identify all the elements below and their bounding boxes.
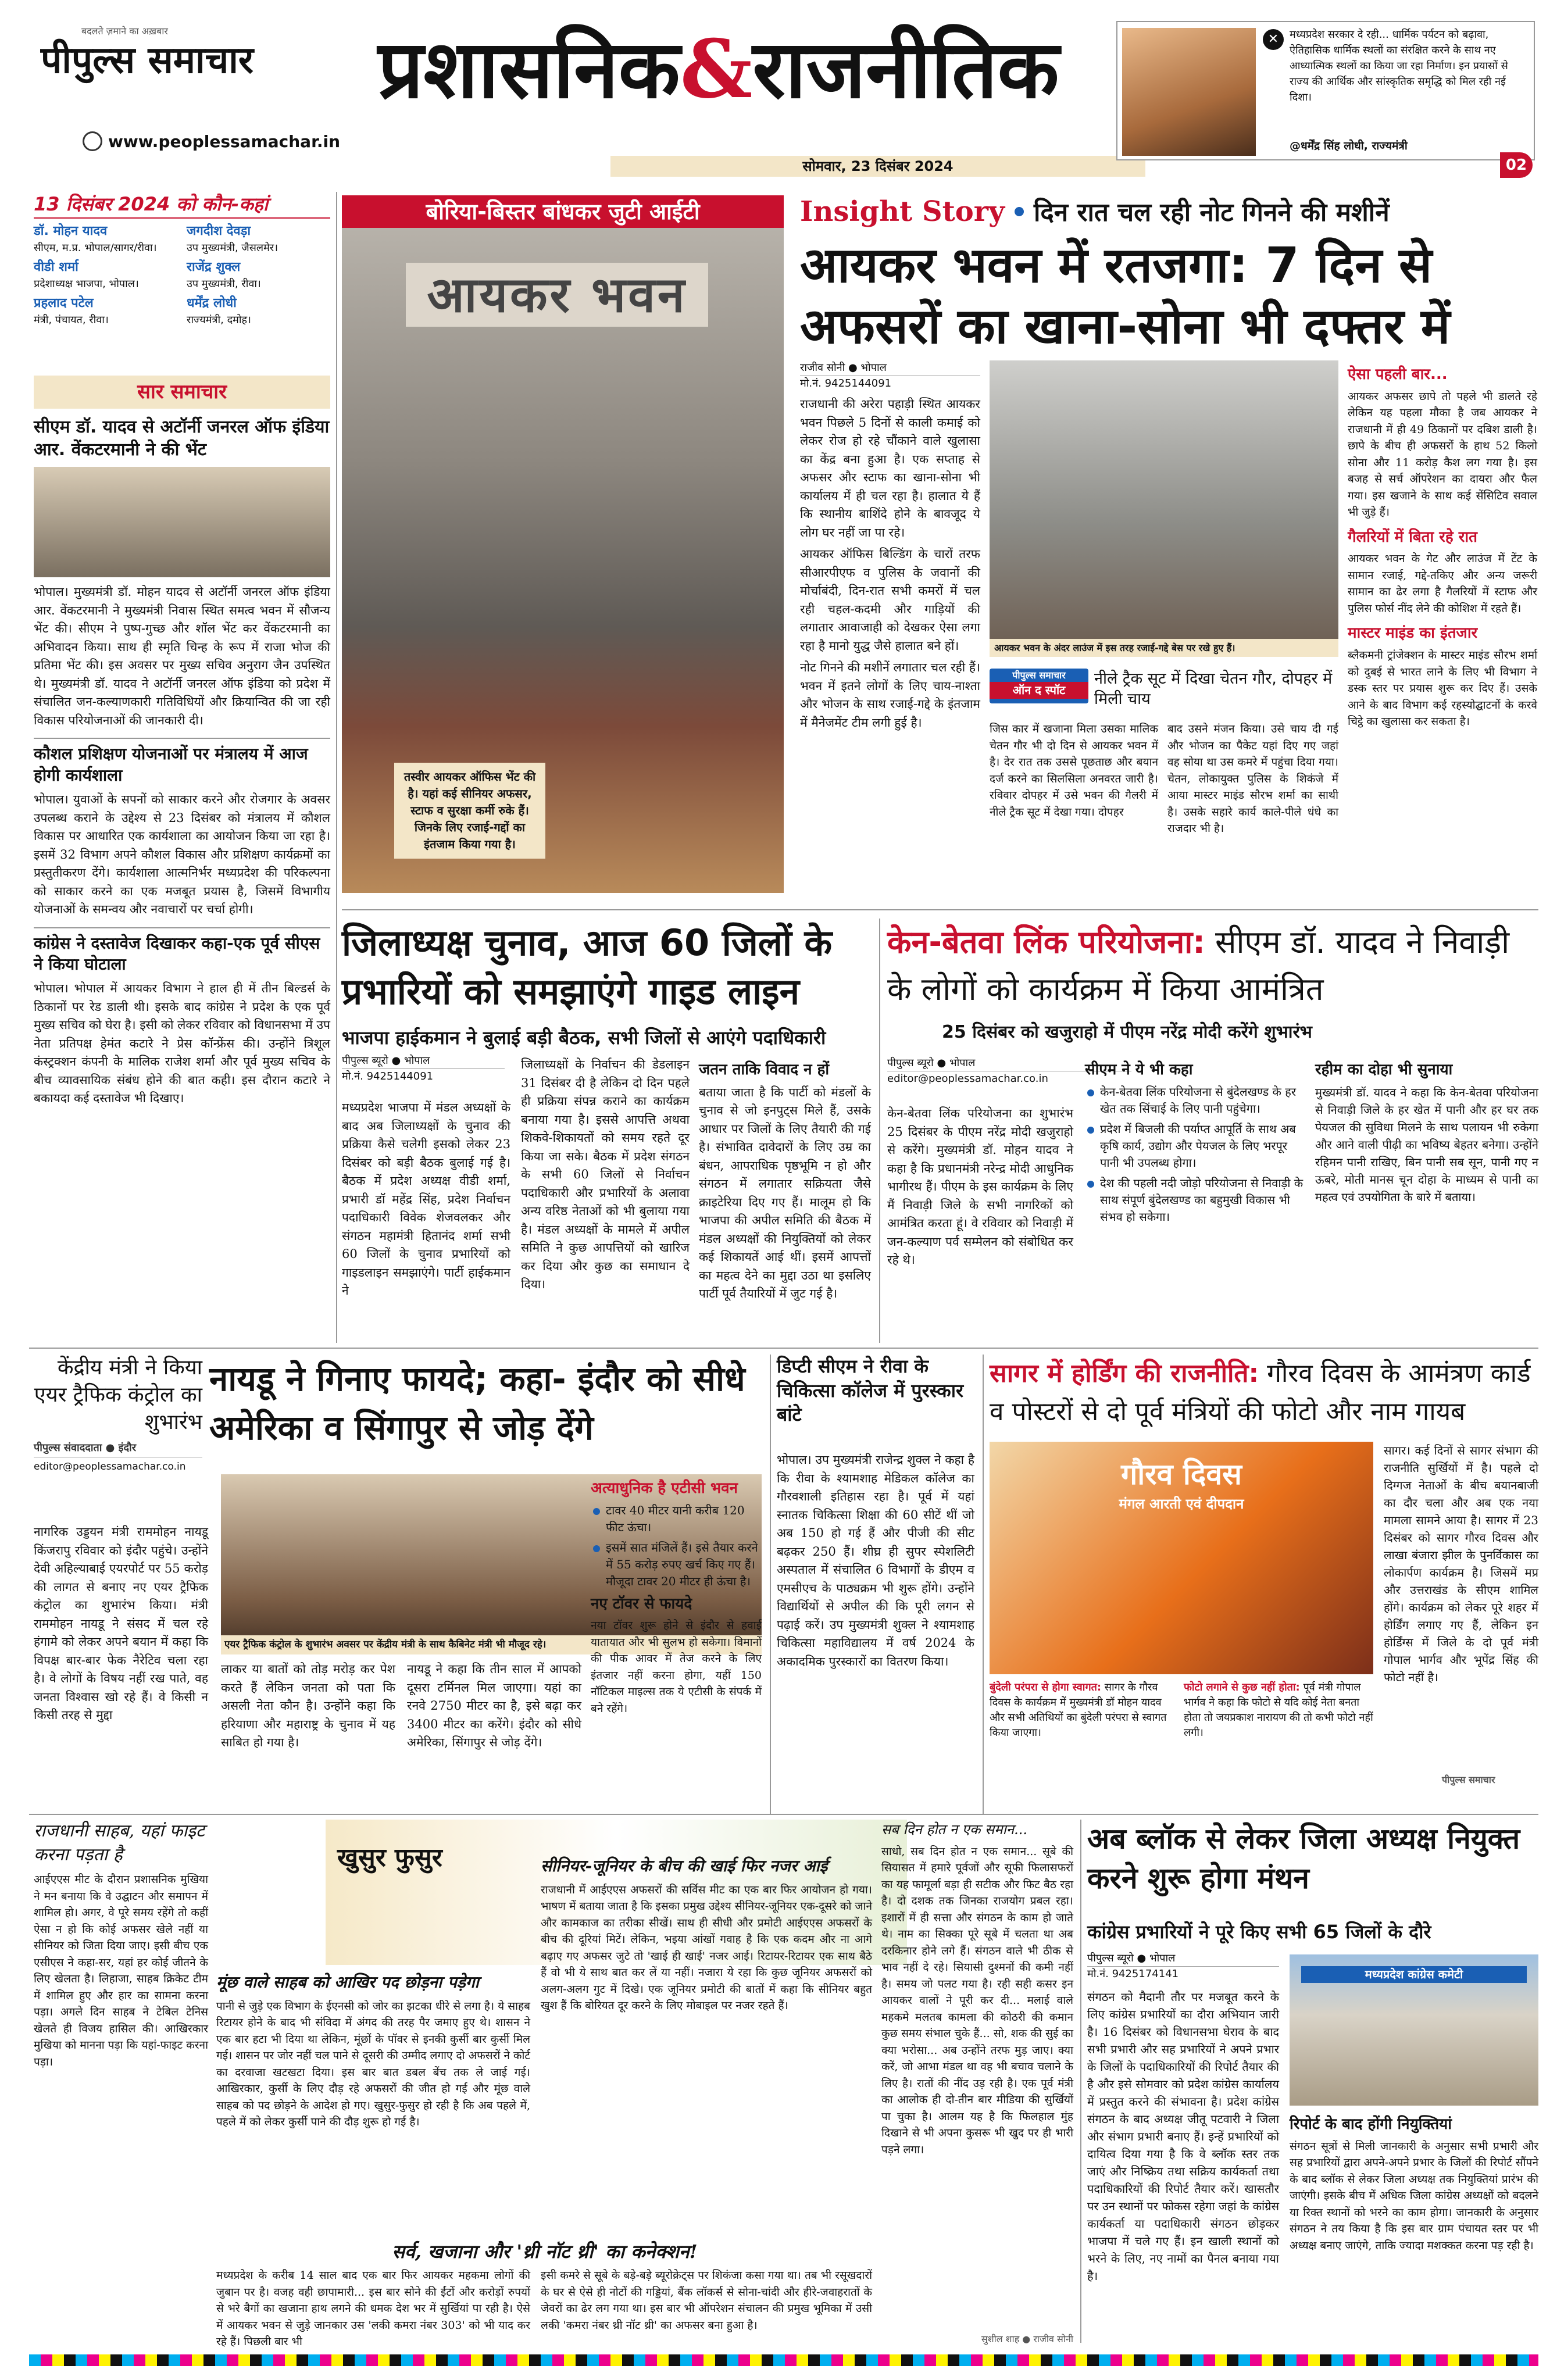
poster-line: मंगल आरती एवं दीपदान — [1119, 1496, 1244, 1512]
x-icon: ✕ — [1263, 29, 1284, 50]
quote-box — [1116, 21, 1535, 160]
kicker-dot — [1015, 207, 1024, 216]
sagar-body: सागर। कई दिनों से सागर संभाग की राजनीति सुर्खियों में है। पहले दो दिग्गज नेताओं के बीच बयानबाजी का दौर चला और अब एक नया मामला सामने आया है। सागर में 23 दिसंबर को सागर गौरव दिवस और लाखा बंजारा झील के पुनर्विकास का लोकार्पण कार्यक्रम है। जिसमें मप्र और उत्तराखंड के सीएम शामिल होंगे। कार्यक्रम को लेकर पूरे शहर में होर्डिंग लगाए गए हैं, लेकिन इन होर्डिंग्स में जिले के दो पूर्व मंत्री गोपाल भार्गव और भूपेंद्र सिंह की फोटो नहीं है। — [1384, 1443, 1538, 1684]
logo[interactable]: पीपुल्स समाचार — [41, 39, 253, 82]
office-sign: मध्यप्रदेश कांग्रेस कमेटी — [1301, 1966, 1527, 1983]
calendar-person: जगदीश देवड़ा उप मुख्यमंत्री, जैसलमेर। — [187, 224, 278, 255]
itax-photo-block — [342, 195, 784, 893]
khusur-bottom-2: इसी कमरे से सूबे के बड़े-बड़े ब्यूरोक्रेट्स पर शिकंजा कसा गया था। तब भी रसूखदारों के घर से ऐसे ही नोटों की गड्डियां, बैंक लॉकर्स से सोना-चांदी और हीरे-जवाहरातों के जेवरों का ढेर लग गया था। इस बार भी ऑपरेशन संचालन की प्रमुख भूमिका में उसी लकी 'कमरा नंबर थ्री नॉट थ्री' का अफसर बना हुआ है। — [541, 2269, 872, 2332]
spot-head[interactable]: नीले ट्रैक सूट में दिखा चेतन गौर, दोपहर में मिली चाय — [1094, 670, 1333, 709]
jila-col-2: जिलाध्यक्षों के निर्वाचन की डेडलाइन 31 दिसंबर दी है लेकिन दो दिन पहले ही प्रक्रिया संपन्न कराने का कार्यक्रम बनाया गया है। इससे आपत्ति अथवा शिकवे-शिकायतों को समय रहते दूर किया जा सके। बैठक में प्रदेश संगठन के सभी 60 जिलों से निर्वाचन पदाधिकारी और प्रभारियों के अलावा अन्य वरिष्ठ नेताओं को भी बुलाया गया है। मंडल अध्यक्षों के मामले में अपील समिति ने कुछ आपत्तियों को खारिज कर दिया और कुछ का समाधान दे दिया। — [521, 1057, 690, 1291]
khusur-left-body: आईएएस मीट के दौरान प्रशासनिक मुखिया ने मन बनाया कि वे उद्घाटन और समापन में शामिल हो। अगर, वे पूरे समय रहेंगे तो कहीं ऐसा न हो कि कोई अफसर खेले नहीं या सीनियर को जिता दिया जाए। इसी बीच एक एसीएस ने कहा-सर, यहां हर कोई जीतने के लिए खेलता है। लिहाजा, साहब क्रिकेट टीम में शामिल हुए और हार का सामना करना पड़ा। अगले दिन साहब ने टेबिल टेनिस खेलते ही विजय हासिल की। आखिरकार मुखिया को मानना पड़ा कि यहां-फाइट करना पड़ा। — [34, 1873, 208, 2068]
divider — [29, 1814, 1538, 1815]
naidu-body-3: नायडू ने कहा कि तीन साल में आपको दूसरा टर्मिनल मिल जाएगा। यहां का रनवे 2750 मीटर का है, इसे बढ़ा कर 3400 मीटर का करेंगे। इंदौर को सीधे अमेरिका, सिंगापुर से जोड़ देंगे। — [407, 1662, 581, 1749]
kicker-text: दिन रात चल रही नोट गिनने की मशीनें — [1033, 198, 1390, 227]
block-body: संगठन को मैदानी तौर पर मजबूत करने के लिए कांग्रेस प्रभारियों का दौरा अभियान जारी है। 16 दिसंबर को विधानसभा घेराव के बाद सभी प्रभारी और सह प्रभारियों ने अपने प्रभार के जिलों के पदाधिकारियों की रिपोर्ट तैयार की है और इसे सोमवार को प्रदेश कांग्रेस कार्यालय में प्रस्तुत करने की संभावना है। प्रदेश कांग्रेस संगठन के बाद अध्यक्ष जीतू पटवारी ने जिला और संभाग प्रभारी बनाए हैं। इन्हें प्रभारियों को दायित्व दिया गया है कि वे ब्लॉक स्तर तक जाएं और निष्क्रिय तथा सक्रिय कार्यकर्ता तथा पदाधिकारियों की रिपोर्ट तैयार करें। खासतौर पर उन स्थानों पर फोकस रहेगा जहां के कांग्रेस कार्यकर्ता या पदाधिकारी संगठन छोड़कर भाजपा में चले गए हैं। इन खाली स्थानों को भरने के लिए, नए नामों का पैनल बनाया गया है। — [1087, 1990, 1279, 2283]
section-title-a: प्रशासनिक — [378, 23, 680, 116]
khusur-bottom-head[interactable]: सर्व, खजाना और 'थ्री नॉट थ्री' का कनेक्शन! — [392, 2240, 698, 2263]
page-number: 02 — [1500, 152, 1533, 178]
jila-subhead: भाजपा हाईकमान ने बुलाई बड़ी बैठक, सभी जिलों से आएंगे पदाधिकारी — [342, 1027, 826, 1049]
sagar-tag: पीपुल्स समाचार — [1442, 1774, 1495, 1785]
itax-sidebar — [1348, 360, 1537, 936]
calendar-person: डॉ. मोहन यादव सीएम, म.प्र. भोपाल/सागर/रीवा। — [34, 224, 157, 255]
photo-caption: तस्वीर आयकर ऑफिस भेंट की है। यहां कई सीनियर अफसर, स्टाफ व सुरक्षा कर्मी रुके हैं। जिनके लिए रजाई-गद्दों का इंतजाम किया गया है। — [394, 763, 545, 859]
minister-photo — [1122, 28, 1256, 156]
jila-col-1: मध्यप्रदेश भाजपा में मंडल अध्यक्षों के बाद अब जिलाध्यक्षों के चुनाव की प्रक्रिया कैसे चलेगी इसको लेकर 23 दिसंबर को बड़ी बैठक बुलाई गई है। बैठक में प्रदेश अध्यक्ष वीडी शर्मा, प्रभारी डॉ महेंद्र सिंह, प्रदेश निर्वाचन पदाधिकारी विवेक शेजवलकर और संगठन महामंत्री हितानंद शर्मा सभी 60 जिलों के चुनाव प्रभारियों को गाइडलाइन समझाएंगे। पार्टी हाईकमान ने — [342, 1100, 510, 1298]
saar-item1-body: भोपाल। मुख्यमंत्री डॉ. मोहन यादव से अटॉर्नी जनरल ऑफ इंडिया आर. वेंकटरमानी ने मुख्यमंत्री निवास स्थित समत्व भवन में सौजन्य भेंट की। सीएम ने पुष्प-गुच्छ और शॉल भेंट कर वेंकटरमानी का अभिवादन किया। साथ ही स्मृति चिन्ह के रूप में राजा भोज की प्रतिमा भेंट की। इस अवसर पर मुख्य सचिव अनुराग जैन उपस्थित थे। मुख्यमंत्री डॉ. यादव ने अटॉर्नी जनरल ऑफ इंडिया को प्रदेश में संचालित जन-कल्याणकारी गतिविधियों और क्रियान्वित की जा रही विकास परियोजनाओं की जानकारी दी। — [34, 585, 330, 727]
rahim-box: रहीम का दोहा भी सुनाया मुख्यमंत्री डॉ. यादव ने कहा कि केन-बेतवा परियोजना से निवाड़ी जिले के हर खेत में पानी और हर घर तक पेयजल की सुविधा मिलने के साथ पलायन भी रुकेगा और आने वाली पीढ़ी का भविष्य बेहतर बनेगा। उन्होंने रहिमन पानी राखिए, बिन पानी सब सून, पानी गए न ऊबरे, मोती मानस चून दोहा के माध्यम से पानी का महत्व एवं उपयोगिता के बारे में बताया। — [1315, 1061, 1538, 1204]
sidebar-body-1: आयकर अफसर छापे तो पहले भी डालते रहे लेकिन यह पहला मौका है जब आयकर ने राजधानी में ही 49 ठिकानों पर दबिश डाली है। छापे के बीच ही अफसरों के हाथ 52 किलो सोना और 11 करोड़ कैश लग गया है। इस बजह से सर्च ऑपरेशन का दायरा और फैल गया। इस खजाने के साथ कई सेंसिटिव सवाल भी जुड़े हैं। — [1348, 389, 1537, 519]
naidu-side-head[interactable]: केंद्रीय मंत्री ने किया एयर ट्रैफिक कंट्रोल का शुभारंभ — [34, 1356, 202, 1434]
itax-inset-photo — [990, 360, 1338, 657]
logo-tagline: बदलते ज़माने का अख़बार — [81, 26, 168, 37]
website-link[interactable]: www.peoplessamachar.in — [108, 132, 341, 151]
divider — [879, 919, 880, 1343]
sagar-caption-2: फोटो लगाने से कुछ नहीं होता: पूर्व मंत्री गोपाल भार्गव ने कहा कि फोटो से यदि कोई नेता बनता होता तो जयप्रकाश नारायण की तो कभी फोटो नहीं लगी। — [1184, 1681, 1373, 1739]
ken-byline: पीपुल्स ब्यूरो ● भोपाल editor@peoplessamachar.co.in — [887, 1056, 1131, 1087]
block-headline[interactable]: अब ब्लॉक से लेकर जिला अध्यक्ष नियुक्त करने शुरू होगा मंथन — [1087, 1822, 1520, 1895]
date-bar: सोमवार, 23 दिसंबर 2024 — [610, 156, 1145, 177]
ken-subhead: 25 दिसंबर को खजुराहो में पीएम नरेंद्र मोदी करेंगे शुभारंभ — [942, 1022, 1312, 1042]
itax-body: राजधानी की अरेरा पहाड़ी स्थित आयकर भवन पिछले 5 दिनों से काली कमाई को लेकर रोज हो रहे चौंकाने वाले खुलासा का केंद्र बना हुआ है। एक सप्ताह से अफसर और स्टाफ का खाना-सोना भी कार्यालय में ही चल रहा है। हालात ये हैं कि स्थानीय बाशिंदे होने के बावजूद ये लोग घर नहीं जा पा रहे। आयकर ऑफिस बिल्डिंग के चारों तरफ सीआरपीएफ व पुलिस के जवानों की मोर्चाबंदी, दिन-रात सभी कमरों में चल रही चहल-कदमी और गाड़ियों की लगातार आवाजाही को देखकर ऐसा लगा रहा है मानो युद्ध जैसे हालात बने हों। नोट गिनने की मशीनें लगातार चल रही हैं। भवन में इतने लोगों के लिए चाय-नाश्ता और भोजन के साथ रजाई-गद्दे के इंतजाम में मैनेजमेंट टीम लगी हुई है। — [800, 397, 980, 730]
sidebar-head-3: मास्टर माइंड का इंतजार — [1348, 624, 1478, 642]
khusur-left-head[interactable]: राजधानी साहब, यहां फाइट करना पड़ता है — [34, 1821, 205, 1865]
divider — [336, 192, 337, 1343]
khusur-col-2: सीनियर-जूनियर के बीच की खाई फिर नजर आई राजधानी में आईएएस अफसरों की सर्विस मीट का एक बार फिर आयोजन हो गया। भाषण में बताया जाता है कि इसका प्रमुख उद्देश्य सीनियर-जूनियर एक-दूसरे को जाने और कामकाज का तरीका सीखें। साथ ही सीधी और प्रमोटी आईएएस अफसरों के बीच की दूरियां मिटें। लेकिन, भइया आंखों गवाह है कि एक कदम और ना आगे बढ़ाए गए अफसर जुटे तो 'खाई ही खाई' नजर आई। रिटायर-रिटायर एक साथ बैठे हैं वो भी ये साथ बात कर लें या नहीं। नजारा ये रहा कि कुछ जूनियर अफसरों को अलग-अलग गुट में दिखे। एक जूनियर प्रमोटी की बातों में कहा कि सीनियर बहुत खुश हैं कि बोरियत दूर करने के लिए मोबाइल पर नजर रहते हैं। — [541, 1856, 872, 2013]
calendar-person: राजेंद्र शुक्ल उप मुख्यमंत्री, रीवा। — [187, 260, 261, 291]
jila-headline[interactable]: जिलाध्यक्ष चुनाव, आज 60 जिलों के प्रभारियों को समझाएंगे गाइड लाइन — [342, 921, 833, 1013]
spot-body-1: जिस कार में खजाना मिला उसका मालिक चेतन गौर भी दो दिन से आयकर भवन में है। देर रात तक उससे पूछताछ और बयान दर्ज करने का सिलसिला अनवरत जारी है। रविवार दोपहर में उसे भवन की गैलरी में नीले ट्रैक सूट में देखा गया। दोपहर — [990, 723, 1158, 819]
saar-item3-body: भोपाल। भोपाल में आयकर विभाग ने हाल ही में तीन बिल्डर्स के ठिकानों पर रेड डाली थी। इसके बाद कांग्रेस ने प्रदेश के एक पूर्व मुख्य सचिव को घेरा है। इसी को लेकर रविवार को विधानसभा में उप नेता प्रतिपक्ष हेमंत कटारे ने प्रेस कॉन्फ्रेंस की। उन्होंने त्रिशूल कंस्ट्रक्शन कंपनी के मालिक राजेश शर्मा और पूर्व मुख्य सचिव के बीच व्यावसायिक संबंध होने की बात कही। इस दौरान कटारे ने बकायदा कई दस्तावेज भी दिखाए। — [34, 981, 330, 1106]
sidebar-body-3: ब्लैकमनी ट्रांजेक्शन के मास्टर माइंड सौरभ शर्मा को दुबई से भारत लाने के लिए भी विभाग ने डस्क स्तर पर प्रयास शुरू कर दिए हैं। उसके आने के बाद विभाग कई रहस्योद्घाटनों के करवे चिट्ठे का खुलासा कर सकता है। — [1348, 649, 1537, 728]
block-byline: पीपुल्स ब्यूरो ● भोपाल मो.नं. 9425174141 — [1087, 1951, 1279, 1982]
calendar-box — [34, 191, 330, 365]
quote-author: @धर्मेंद्र सिंह लोधी, राज्यमंत्री — [1290, 140, 1408, 152]
section-ampersand: & — [680, 22, 753, 116]
sidebar-head-1: ऐसा पहली बार... — [1348, 366, 1448, 383]
section-title-b: राजनीतिक — [752, 23, 1059, 116]
calendar-grid — [34, 222, 330, 328]
ken-points: केन-बेतवा लिंक परियोजना से बुंदेलखण्ड के हर खेत तक सिंचाई के लिए पानी पहुंचेगा। प्रदेश में बिजली की पर्याप्त आपूर्ति के साथ अब कृषि कार्य, उद्योग और पेयजल के लिए भरपूर पानी भी उपलब्ध होगा। देश की पहली नदी जोड़ो परियोजना से निवाड़ी के साथ संपूर्ण बुंदेलखण्ड का बहुमुखी विकास भी संभव हो सकेगा। — [1085, 1084, 1306, 1225]
inset-caption: आयकर भवन के अंदर लाउंज में इस तरह रजाई-गद्दे बेस पर रखे हुए हैं। — [990, 639, 1338, 657]
khusur-col-3: सब दिन होत न एक समान... साधो, सब दिन होत न एक समान... सूबे की सियासत में हमारे पूर्वजों और सूफी फिलासफरों का यह फामूर्ला बड़ा ही सटीक और फिट बैठ रहा है। दो दशक तक जिनका राजयोग प्रबल रहा। इशारों में ही सत्ता और संगठन के काम हो जाते थे। नाम का सिक्का पूरे सूबे में चलता था अब दरकिनार होने लगे हैं। संगठन वाले भी ठीक से भाव नहीं दे रहे। सियासी दुश्मनों की कमी नहीं है। समय जो पलट गया है। रही सही कसर इन आयकर वालों ने पूरी कर दी... मलाई वाले महकमे मलतब कामला की कोठरी की कमान कुछ समय संभाल चुके हैं... सो, शक की सुई का क्या भरोसा... अब उन्होंने तरफ मुड़ जाए। क्या करें, जो आभा मंडल था वह भी बचाव चलाने के लिए है। रातों की नींद उड़ रही है। एक पूर्व मंत्री का आलोक ही दो-तीन बार मीडिया की सुर्खियों पा चुका है। आलम यह है कि फिलहाल मुंह दिखाने से भी अपना कुसरू भी खुद पर ही भारी पड़ने लगा। — [881, 1821, 1073, 2156]
poster-title: गौरव दिवस — [1121, 1457, 1242, 1491]
ken-headline[interactable]: केन-बेतवा लिंक परियोजना: सीएम डॉ. यादव ने निवाड़ी के लोगों को कार्यक्रम में किया आमंत्रित — [887, 924, 1510, 1007]
calendar-person: वीडी शर्मा प्रदेशाध्यक्ष भाजपा, भोपाल। — [34, 260, 139, 291]
sagar-caption-1: बुंदेली परंपरा से होगा स्वागत: सागर के गौरव दिवस के कार्यक्रम में मुख्यमंत्री डॉ मोहन यादव और सभी अतिथियों का बुंदेली परंपरा से स्वागत किया जाएगा। — [990, 1681, 1167, 1739]
divider — [770, 1355, 771, 1814]
spot-body-2: बाद उसने मंजन किया। उसे चाय दी गई और भोजन का पैकेट यहां दिए गए जहां वह सोया था उस कमरे में पहुंचा दिया गया। चेतन, लोकायुक्त पुलिस के शिकंजे में आया मास्टर माइंड सौरभ शर्मा का साथी है। उसके सहारे कार्य काले-पीले धंधे का राजदार भी है। — [1167, 723, 1338, 835]
divider — [29, 1348, 1538, 1349]
khusur-bottom-1: मध्यप्रदेश के करीब 14 साल बाद एक बार फिर आयकर महकमा लोगों की जुबान पर है। वजह वही छापामारी... इस बार सोने की ईंटों और करोड़ों रुपयों से भरे बैगों का खजाना हाथ लगने की धमक देश भर में सुर्खियां पा रही है। ऐसे में आयकर भवन से जुड़े जानकार उस 'लकी कमरा नंबर 303' को भी याद कर रहे हैं। पिछली बार भी — [216, 2269, 530, 2348]
itax-kicker — [800, 192, 1538, 233]
divider — [983, 1355, 984, 1814]
saar-section — [34, 376, 330, 1346]
building-sign: आयकर भवन — [406, 263, 708, 327]
ken-points-box: सीएम ने ये भी कहा केन-बेतवा लिंक परियोजना से बुंदेलखण्ड के हर खेत तक सिंचाई के लिए पानी पहुंचेगा। प्रदेश में बिजली की पर्याप्त आपूर्ति के साथ अब कृषि कार्य, उद्योग और पेयजल के लिए भरपूर पानी भी उपलब्ध होगा। देश की पहली नदी जोड़ो परियोजना से निवाड़ी के साथ संपूर्ण बुंदेलखण्ड का बहुमुखी विकास भी संभव हो सकेगा। — [1085, 1056, 1306, 1346]
congress-office-photo — [1290, 1954, 1538, 2106]
calendar-person: प्रहलाद पटेल मंत्री, पंचायत, रीवा। — [34, 296, 109, 327]
saar-title: सार समाचार — [34, 376, 330, 409]
block-side: रिपोर्ट के बाद होंगी नियुक्तियां संगठन सूत्रों से मिली जानकारी के अनुसार सभी प्रभारी और सह प्रभारियों द्वारा अपने-अपने प्रभार के जिलों की रिपोर्ट सौंपने के बाद ब्लॉक से लेकर जिला अध्यक्ष तक नियुक्तियां प्रारंभ की जाएंगी। इसके बीच में अधिक जिला कांग्रेस अध्यक्षों को बदलने या रिक्त स्थानों को भरने का काम होगा। जानकारी के अनुसार संगठन ने तय किया है कि इस बार ग्राम पंचायत स्तर पर भी अध्यक्ष बनाए जाएंगे, ताकि ज्यादा मशक्कत करना पड़ रही है। — [1290, 2115, 1538, 2252]
calendar-title: 13 दिसंबर 2024 को कौन-कहां — [34, 191, 330, 219]
itax-byline: राजीव सोनी ● भोपाल मो.नं. 9425144091 — [800, 360, 980, 391]
saar-item2-body: भोपाल। युवाओं के सपनों को साकार करने और रोजगार के अवसर उपलब्ध कराने के उद्देश्य से 23 दिसंबर को मंत्रालय में कौशल विकास पर आधारित एक कार्यशाला का आयोजन किया जा रहा है। इसमें 32 विभाग अपने कौशल विकास और प्रशिक्षण कार्यक्रमों का प्रस्तुतीकरण देंगे। कार्यशाला आत्मनिर्भर मध्यप्रदेश की परिकल्पना को साकार करने का एक मजबूत प्रयास है, जिसमें विभागीय योजनाओं के समन्वय और नवाचारों पर चर्चा होगी। — [34, 792, 330, 917]
saar-item1-head[interactable]: सीएम डॉ. यादव से अटॉर्नी जनरल ऑफ इंडिया आर. वेंकटरमानी ने की भेंट — [34, 417, 330, 460]
rewa-body: भोपाल। उप मुख्यमंत्री राजेन्द्र शुक्ल ने कहा है कि रीवा के श्यामशाह मेडिकल कॉलेज का गौरवशाली इतिहास रहा है। पूर्व में यहां स्नातक चिकित्सा शिक्षा की 60 सीटें थीं जो अब 150 हो गई हैं और पीजी की सीट बढ़कर 250 हैं। शीघ्र ही सुपर स्पेशलिटी अस्पताल में संचालित 6 विभागों के डीएम व एमसीएच के पाठ्यक्रम भी शुरू होंगे। उन्होंने विद्यार्थियों से अपील की कि पूरी लगन से पढ़ाई करें। उप मुख्यमंत्री शुक्ल ने श्यामशाह चिकित्सा महाविद्यालय में वर्ष 2024 के अकादमिक पुरस्कारों का वितरण किया। — [777, 1453, 974, 1668]
naidu-body-2: लाकर या बातों को तोड़ मरोड़ कर पेश करते हैं लेकिन जनता को पता कि असली नेता कौन है। उन्होंने कहा कि हरियाणा और महाराष्ट्र के चुनाव में यह साबित हो गया है। — [221, 1662, 395, 1749]
sidebar-body-2: आयकर भवन के गेट और लाउंज में टेंट के सामान रजाई, गद्दे-तकिए और अन्य जरूरी सामान का ढेर लगा है गैलरियों में स्टाफ और पुलिस फोर्स नींद लेने की कोशिश में रहते हैं। — [1348, 552, 1537, 615]
section-title — [378, 21, 1059, 118]
ken-body: केन-बेतवा लिंक परियोजना का शुभारंभ 25 दिसंबर के पीएम नरेंद्र मोदी खजुराहो से करेंगे। मुख्यमंत्री डॉ. मोहन यादव ने कहा है कि प्रधानमंत्री नरेन्द्र मोदी आधुनिक भागीरथ हैं। पीएम के इस कार्यक्रम के लिए मैं निवाड़ी जिले के सभी नागरिकों को आमंत्रित करता हूं। वे रविवार को निवाड़ी में जन-कल्याण पर्व सम्मेलन को संबोधित कर रहे थे। — [887, 1106, 1073, 1267]
block-subhead: कांग्रेस प्रभारियों ने पूरे किए सभी 65 जिलों के दौरे — [1087, 1921, 1431, 1943]
divider — [342, 909, 1538, 910]
sidebar-head-2: गैलरियों में बिता रहे रात — [1348, 528, 1477, 546]
itax-headline[interactable]: आयकर भवन में रतजगा: 7 दिन से अफसरों का खाना-सोना भी दफ्तर में — [800, 237, 1451, 355]
insight-label: Insight Story — [800, 195, 1005, 228]
sagar-headline[interactable]: सागर में होर्डिंग की राजनीति: गौरव दिवस के आमंत्रण कार्ड व पोस्टरों से दो पूर्व मंत्रियों की फोटो और नाम गायब — [990, 1359, 1531, 1427]
divider — [1080, 1820, 1081, 2343]
quote-text: मध्यप्रदेश सरकार दे रही... धार्मिक पर्यटन को बढ़ावा, ऐतिहासिक धार्मिक स्थलों का संरक्षित करने के साथ नए आध्यात्मिक स्थलों का किया जा रहा निर्माण। इन प्रयासों से राज्य की आर्थिक और सांस्कृतिक समृद्धि को मिल रही नई दिशा। — [1290, 28, 1508, 103]
sagar-poster — [990, 1442, 1373, 1674]
khusur-credit: सुशील शाह ● राजीव सोनी — [981, 2333, 1073, 2345]
calendar-person: धर्मेंद्र लोधी राज्यमंत्री, दमोह। — [187, 296, 251, 327]
naidu-photo-caption: एयर ट्रैफिक कंट्रोल के शुभारंभ अवसर पर केंद्रीय मंत्री के साथ कैबिनेट मंत्री भी मौजूद रहे। — [221, 1635, 762, 1654]
on-the-spot — [990, 669, 1338, 901]
masthead — [29, 21, 1535, 178]
naidu-body-1: नागरिक उड्डयन मंत्री राममोहन नायडू किंजरापु रविवार को इंदौर पहुंचे। उन्होंने देवी अहिल्याबाई एयरपोर्ट पर 55 करोड़ की लागत से बनाए नए एयर ट्रैफिक कंट्रोल का शुभारंभ किया। मंत्री राममोहन नायडू ने संसद में चल रहे हंगामे को लेकर अपने बयान में कहा कि विपक्ष बार-बार फेक नैरेटिव चला रहा है। वे लोगों के विषय नहीं रख पाते, वह जनता विश्वास खो रहे हैं। वे किसी न किसी तरह से मुद्दा — [34, 1525, 208, 1722]
spot-badge: पीपुल्स समाचार ऑन द स्पॉट — [990, 669, 1088, 703]
atc-box: अत्याधुनिक है एटीसी भवन टावर 40 मीटर यानी करीब 120 फीट ऊंचा। इसमें सात मंजिलें हैं। इसे तैयार करने में 55 करोड़ रुपए खर्च किए गए हैं। मौजूदा टावर 20 मीटर ही ऊंचा है। नए टॉवर से फायदे नया टॉवर शुरू होने से इंदौर से हवाई यातायात और भी सुलभ हो सकेगा। विमानों की पीक आवर में तेज करने के लिए इंतजार नहीं करना होगा, यहीं 150 नॉटिकल माइल्स तक ये एटीसी के संपर्क में बने रहेंगे। — [591, 1480, 762, 1715]
globe-icon — [83, 131, 102, 151]
khusur-left — [34, 1820, 208, 2331]
saar-item3-head[interactable]: कांग्रेस ने दस्तावेज दिखाकर कहा-एक पूर्व सीएस ने किया घोटाला — [34, 927, 330, 975]
khusur-col-1: मूंछ वाले साहब को आखिर पद छोड़ना पड़ेगा पानी से जुड़े एक विभाग के ईएनसी को जोर का झटका धीरे से लगा है। ये साहब रिटायर होने के बाद भी संविदा में अंगद की तरह पैर जमाए हुए थे। शासन ने एक बार हटा भी दिया था लेकिन, मूंछों के पॉवर से इनकी कुर्सी बार कुर्सी मिल गई। शासन पर जोर नहीं चल पाने से दूसरी की उम्मीद लगाए दो अफसरों ने कोर्ट का दरवाजा खटखटा दिया। इस बार बात डबल बेंच तक ले जाई गई। आखिरकार, कुर्सी के लिए दौड़ रहे अफसरों की जीत हो गई और मूंछ वाले साहब को पद छोड़ने के आदेश हो गए। खुसुर-फुसुर हो रही है कि अब पहले में, पहले में को लेकर कुर्सी पाने की दौड़ शुरू हो गई है। — [216, 1972, 530, 2129]
naidu-headline[interactable]: नायडू ने गिनाए फायदे; कहा- इंदौर को सीधे अमेरिका व सिंगापुर से जोड़ देंगे — [209, 1359, 745, 1448]
saar-item2-head[interactable]: कौशल प्रशिक्षण योजनाओं पर मंत्रालय में आज होगी कार्यशाला — [34, 738, 330, 786]
registration-bar — [29, 2354, 1538, 2366]
itax-banner: बोरिया-बिस्तर बांधकर जुटी आईटी — [342, 195, 784, 228]
khusur-title: खुसुर फुसुर — [337, 1843, 442, 1872]
itax-photo — [342, 228, 784, 893]
jila-byline: पीपुल्स ब्यूरो ● भोपाल मो.नं. 9425144091 — [342, 1053, 505, 1084]
jila-col-3: जतन ताकि विवाद न हों बताया जाता है कि पार्टी को मंडलों के चुनाव से जो इनपुट्स मिले हैं, उसके आधार पर जिलों के लिए तैयारी की गई है। संभावित दावेदारों के लिए उम्र का बंधन, आपराधिक पृष्ठभूमि न हो और संगठन में लगातार सक्रियता जैसे क्राइटेरिया दिए गए हैं। मालूम हो कि भाजपा की अपील समिति की बैठक में मंडल अध्यक्षों की नियुक्तियों को लेकर कई शिकायतें आई थीं। इसमें आपत्तों का महत्व देने का मुद्दा उठा था इसलिए पार्टी पूर्व तैयारियों में जुट गई है। — [699, 1061, 871, 1301]
meeting-photo — [34, 467, 330, 577]
rewa-headline[interactable]: डिप्टी सीएम ने रीवा के चिकित्सा कॉलेज में पुरस्कार बांटे — [777, 1355, 964, 1426]
naidu-side: केंद्रीय मंत्री ने किया एयर ट्रैफिक कंट्रोल का शुभारंभ पीपुल्स संवाददाता ● इंदौर editor@peoplessamachar.co.in — [34, 1356, 202, 1473]
